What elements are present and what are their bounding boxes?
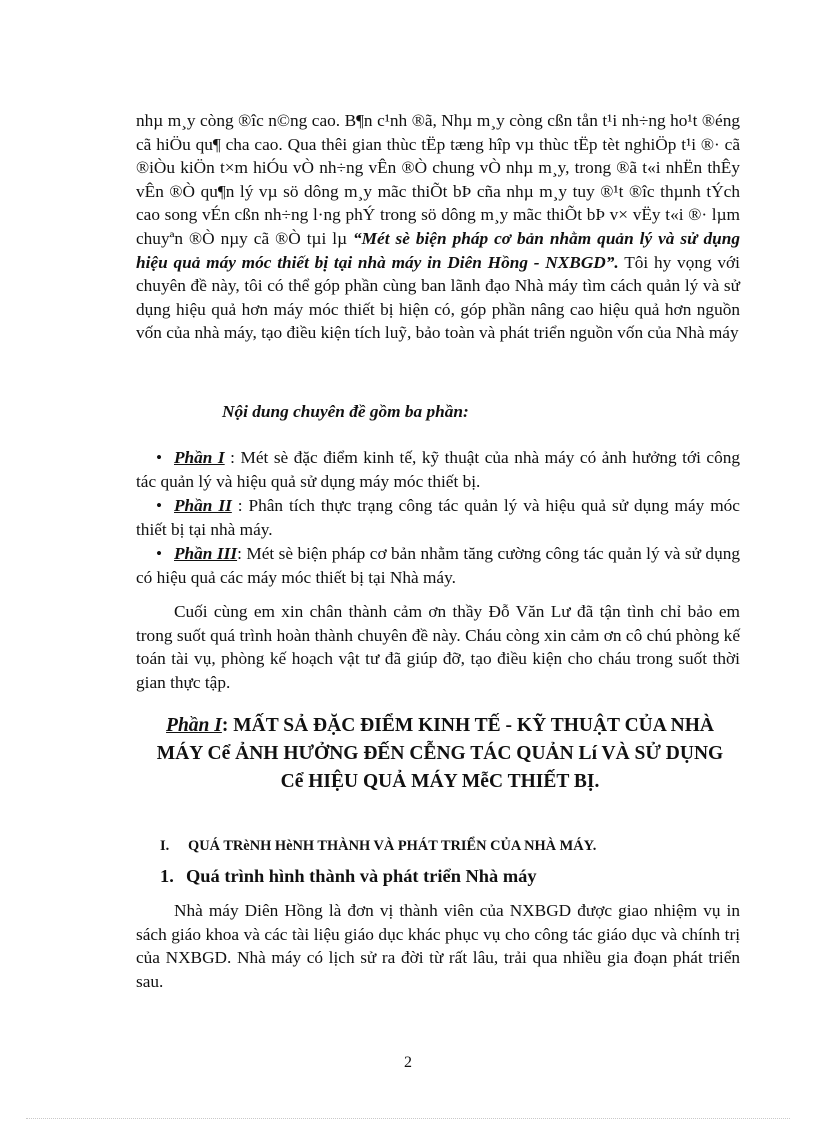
section-title: QUÁ TRèNH HèNH THÀNH VÀ PHÁT TRIỂN CỦA NHÀ MÁY.: [188, 838, 597, 854]
part-description: : Phân tích thực trạng công tác quản lý và hiệu quả sử dụng máy móc thiết bị tại nhà máy.: [136, 496, 740, 539]
topic-title: “Mét sè biện pháp cơ bản nhằm quản lý và sử dụng hiệu quả máy móc thiết bị tại nhà máy in Diên Hồng - NXBGD”.: [136, 228, 740, 272]
list-item: [136, 446, 740, 493]
parts-list: [136, 446, 740, 591]
intro-continuation: Tôi hy vọng với chuyên đề này, tôi có thể góp phần cùng ban lãnh đạo Nhà máy tìm cách quản lý và sử dụng hiệu quả hơn máy móc thiết bị hiện có, góp phần nâng cao hiệu quả hơn nguồn vốn của nhà máy, tạo điều kiện tích luỹ, bảo toàn và phát triển nguồn vốn của Nhà máy: [136, 252, 740, 343]
bullet-icon: •: [156, 496, 163, 516]
chapter-part-label: Phần I: [166, 715, 222, 736]
list-item: [136, 494, 740, 541]
part-description: : Mét sè đặc điểm kinh tế, kỹ thuật của nhà máy có ảnh hưởng tới công tác quản lý và hiệu quả sử dụng máy móc thiết bị.: [136, 448, 740, 491]
part-description: : Mét sè biện pháp cơ bản nhằm tăng cường công tác quản lý và sử dụng có hiệu quả các máy móc thiết bị tại Nhà máy.: [136, 544, 740, 587]
thanks-text: Cuối cùng em xin chân thành cảm ơn thầy Đỗ Văn Lư đã tận tình chỉ bảo em trong suốt quá trình hoàn thành chuyên đề này. Cháu còng xin cảm ơn cô chú phòng kế toán tài vụ, phòng kế hoạch vật tư đã giúp đỡ, tạo điều kiện cho cháu trong suốt thời gian thực tập.: [136, 602, 740, 692]
page-bottom-divider: [26, 1118, 790, 1119]
section-number: I.: [160, 838, 170, 854]
subsection-number: 1.: [160, 866, 174, 886]
subsection-title: Quá trình hình thành và phát triển Nhà máy: [186, 866, 537, 886]
part-label: Phần I: [174, 448, 225, 467]
outline-heading: Nội dung chuyên đề gồm ba phần:: [222, 402, 469, 421]
subsection-heading-1: [160, 866, 537, 887]
page-number: 2: [404, 1054, 412, 1071]
section-heading-i: [160, 838, 596, 855]
chapter-title: : MẤT SẢ ĐẶC ĐIỂM KINH TẾ - KỸ THUẬT CỦA NHÀ MÁY Cể ẢNH HƯỞNG ĐẾN CỄNG TÁC QUẢN Lí VÀ SỬ DỤNG Cể HIỆU QUẢ MÁY MễC THIẾT BỊ.: [156, 715, 724, 792]
intro-paragraph: [136, 109, 740, 345]
bullet-icon: •: [156, 448, 163, 467]
intro-text: nhµ m¸y còng ®îc n©ng cao. B¶n c¹nh ®ã, Nhµ m¸y còng cßn tån t¹i nh÷ng ho¹t ®éng cã hiÖu qu¶ cha cao. Qua thêi gian thùc tËp tæng hîp vµ thùc tËp tèt nghiÖp t¹i ®· cã ®iÒu kiÖn t×m hiÓu vÒ nh÷ng vÊn ®Ò chung vÒ nhµ m¸y, trong ®ã t«i nhËn thÊy vÊn ®Ò qu¶n lý vµ sö dông m¸y mãc thiÕt bÞ cña nhµ m¸y tuy ®¹t ®îc thµnh tÝch cao song vÉn cßn nh÷ng l·ng phÝ trong sö dông m¸y mãc thiÕt bÞ v× vËy t«i ®· lµm chuyªn ®Ò nµy cã ®Ò tµi lµ: [136, 111, 740, 248]
part-label: Phần II: [174, 496, 232, 516]
thanks-paragraph: [136, 600, 740, 694]
list-item: [136, 542, 740, 589]
history-text: Nhà máy Diên Hồng là đơn vị thành viên của NXBGD được giao nhiệm vụ in sách giáo khoa và các tài liệu giáo dục khác phục vụ cho công tác giáo dục và chính trị của NXBGD. Nhà máy có lịch sử ra đời từ rất lâu, trải qua nhiều gia đoạn phát triển sau.: [136, 901, 740, 991]
bullet-icon: •: [156, 544, 163, 564]
history-paragraph: [136, 899, 740, 993]
part-label: Phần III: [174, 544, 238, 564]
chapter-heading: [150, 712, 730, 796]
